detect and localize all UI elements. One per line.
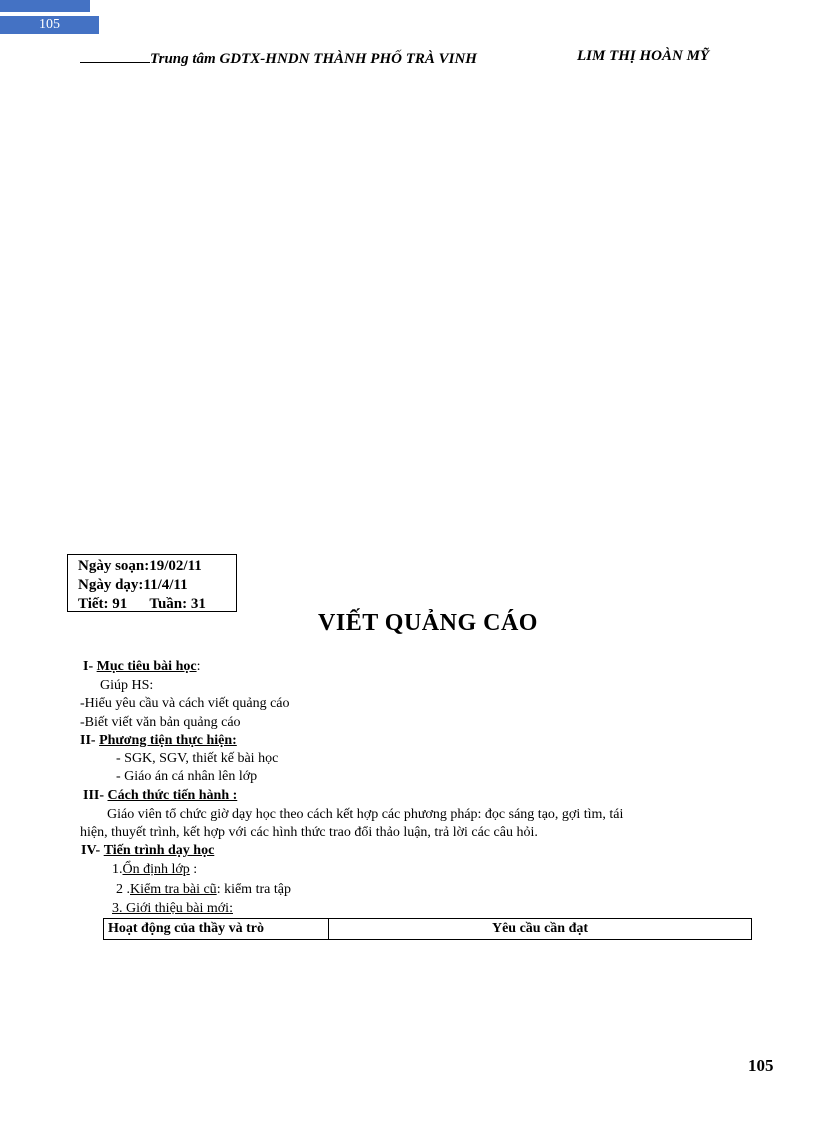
section-3-para-line-1: Giáo viên tổ chức giờ dạy học theo cách kết hợp các phương pháp: đọc sáng tạo, gợi tìm, tái [107,807,624,822]
section-2-item-1: - SGK, SGV, thiết kế bài học [116,751,279,766]
table-col-requirements: Yêu cầu cần đạt [329,919,752,940]
corner-page-tag: 105 [0,16,99,34]
section-1-title: Mục tiêu bài học [96,659,197,674]
section-4-title: Tiến trình dạy học [103,843,215,858]
step-2: 2 .Kiểm tra bài cũ: kiểm tra tập [116,882,291,897]
section-4-heading: IV- Tiến trình dạy học [81,843,215,858]
section-2-title: Phương tiện thực hiện: [99,733,237,748]
teach-date: Ngày dạy:11/4/11 [78,577,188,593]
prep-date: Ngày soạn:19/02/11 [78,558,202,574]
section-3-title: Cách thức tiến hành : [107,788,238,803]
page-number: 105 [748,1056,774,1075]
activity-table [103,918,752,940]
period: Tiết: 91 [78,596,128,612]
running-header [80,48,477,68]
section-1-item-1: -Hiểu yêu cầu và cách viết quảng cáo [80,696,290,711]
table-col-activities: Hoạt động của thầy và trò [104,919,329,940]
section-2-item-2: - Giáo án cá nhân lên lớp [116,769,258,784]
section-1-intro: Giúp HS: [100,678,154,693]
lesson-info-box [67,554,237,612]
table-header-row [104,919,752,940]
step-1: 1.Ổn định lớp : [112,862,198,877]
header-center-text: Trung tâm GDTX-HNDN THÀNH PHỐ TRÀ VINH [150,51,477,67]
week: Tuần: 31 [149,596,206,612]
header-author: LIM THỊ HOÀN MỸ [577,48,710,64]
corner-accent-bar [0,0,90,12]
section-1-item-2: -Biết viết văn bản quảng cáo [80,715,241,730]
lesson-title: VIẾT QUẢNG CÁO [318,610,538,636]
step-3: 3. Giới thiệu bài mới: [112,901,233,916]
section-3-heading: III- Cách thức tiến hành : [83,788,238,803]
header-blank-line [80,48,150,63]
section-3-para-line-2: hiện, thuyết trình, kết hợp với các hình thức trao đổi thảo luận, trả lời các câu hỏi. [80,825,538,840]
section-1-heading: I- Mục tiêu bài học: [83,659,201,674]
section-2-heading: II- Phương tiện thực hiện: [80,733,237,748]
